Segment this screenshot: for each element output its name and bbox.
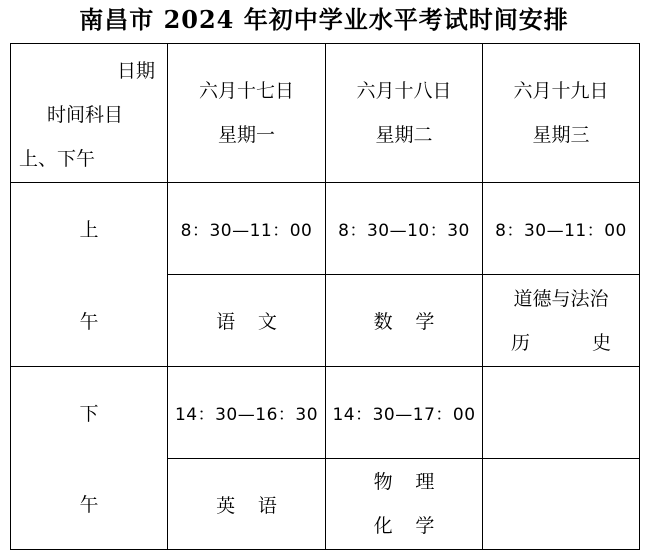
day-1-weekday: 星期一 [217, 124, 275, 146]
corner-subject-label: 时间科目 [47, 104, 124, 126]
afternoon-subject-day-1-text: 英语 [216, 494, 300, 517]
morning-subject-day-3-line-2-a: 历 [511, 331, 531, 354]
corner-header-cell [11, 44, 168, 183]
afternoon-time-day-2: 14：30—17：00 [326, 367, 483, 459]
morning-subject-day-2-text: 数学 [373, 311, 458, 333]
afternoon-subject-row [11, 459, 640, 550]
morning-subject-day-3 [483, 275, 640, 367]
morning-time-day-2: 8：30—10：30 [326, 183, 483, 275]
afternoon-label-top: 下 [11, 367, 168, 459]
day-3-weekday: 星期三 [532, 124, 590, 146]
afternoon-subject-day-2-line-1 [326, 460, 482, 504]
afternoon-subject-day-1 [168, 459, 326, 550]
afternoon-subject-day-3 [483, 459, 640, 550]
afternoon-subject-day-2-line-2-text: 化学 [373, 515, 458, 537]
day-2-weekday: 星期二 [375, 124, 433, 146]
morning-subject-day-1-text: 语文 [216, 311, 300, 333]
day-3-date: 六月十九日 [513, 80, 609, 102]
corner-date-label: 日期 [116, 60, 155, 82]
morning-label-bottom: 午 [11, 275, 168, 367]
morning-subject-day-3-line-1: 道德与法治 [513, 287, 609, 310]
afternoon-subject-day-2-line-2 [326, 504, 482, 548]
morning-subject-day-3-line-2-b: 史 [591, 331, 611, 354]
day-2-date: 六月十八日 [356, 80, 452, 102]
morning-time-day-3: 8：30—11：00 [483, 183, 640, 275]
exam-schedule-table [10, 43, 640, 550]
morning-subject-day-2 [326, 275, 483, 367]
morning-subject-day-1 [168, 275, 326, 367]
afternoon-subject-day-2 [326, 459, 483, 550]
day-1-date: 六月十七日 [198, 80, 294, 102]
afternoon-subject-day-2-line-1-text: 物理 [373, 471, 458, 493]
afternoon-time-day-1: 14：30—16：30 [168, 367, 326, 459]
day-header-1 [168, 44, 326, 183]
afternoon-label-bottom: 午 [11, 459, 168, 550]
corner-ampm-label: 上、下午 [19, 148, 96, 170]
morning-label-top: 上 [11, 183, 168, 275]
morning-subject-day-3-line-2 [511, 321, 611, 365]
page-title: 南昌市 2024 年初中学业水平考试时间安排 [79, 5, 569, 34]
header-row [11, 44, 640, 183]
day-header-3 [483, 44, 640, 183]
morning-time-row [11, 183, 640, 275]
afternoon-time-day-3 [483, 367, 640, 459]
morning-time-day-1: 8：30—11：00 [168, 183, 326, 275]
afternoon-time-row [11, 367, 640, 459]
morning-subject-row [11, 275, 640, 367]
day-header-2 [326, 44, 483, 183]
